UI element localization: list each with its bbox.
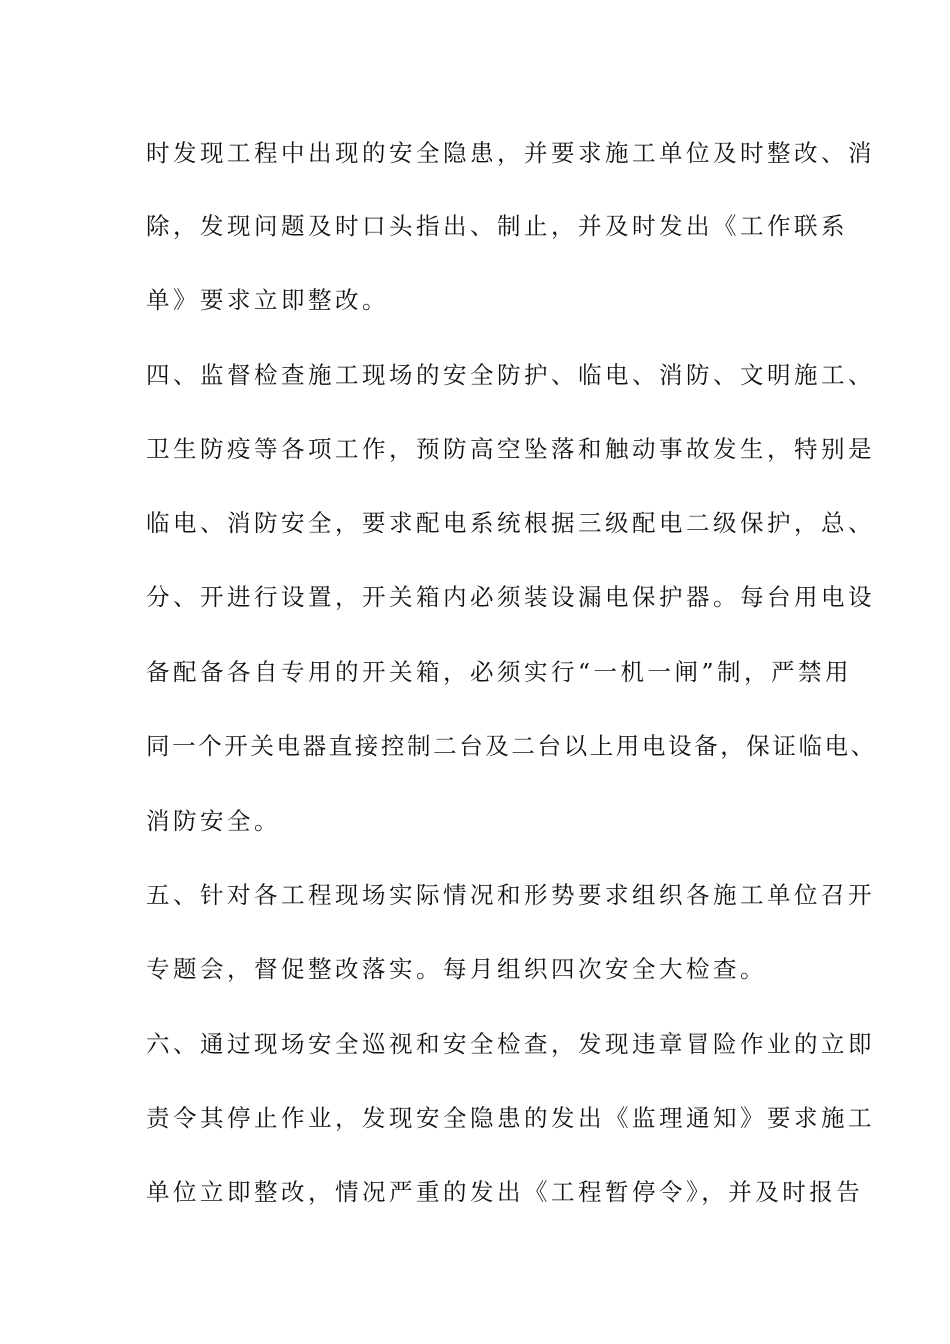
text-line: 备配备各自专用的开关箱，必须实行“一机一闸”制，严禁用	[146, 658, 853, 686]
text-line: 六、通过现场安全巡视和安全检查，发现违章冒险作业的立即	[146, 1030, 875, 1058]
text-line: 责令其停止作业，发现安全隐患的发出《监理通知》要求施工	[146, 1104, 875, 1132]
text-line: 时发现工程中出现的安全隐患，并要求施工单位及时整改、消	[146, 139, 875, 167]
text-line: 五、针对各工程现场实际情况和形势要求组织各施工单位召开	[146, 881, 875, 909]
text-line: 专题会，督促整改落实。每月组织四次安全大检查。	[146, 955, 767, 983]
text-line: 除，发现问题及时口头指出、制止，并及时发出《工作联系	[146, 212, 848, 240]
text-line: 分、开进行设置，开关箱内必须装设漏电保护器。每台用电设	[146, 583, 875, 611]
text-line: 单位立即整改，情况严重的发出《工程暂停令》，并及时报告	[146, 1178, 864, 1206]
text-line: 同一个开关电器直接控制二台及二台以上用电设备，保证临电、	[146, 732, 877, 760]
text-line: 临电、消防安全，要求配电系统根据三级配电二级保护，总、	[146, 509, 875, 537]
text-line: 卫生防疫等各项工作，预防高空坠落和触动事故发生，特别是	[146, 435, 875, 463]
text-line: 消防安全。	[146, 807, 281, 835]
text-line: 单》要求立即整改。	[146, 286, 389, 314]
text-line: 四、监督检查施工现场的安全防护、临电、消防、文明施工、	[146, 361, 875, 389]
